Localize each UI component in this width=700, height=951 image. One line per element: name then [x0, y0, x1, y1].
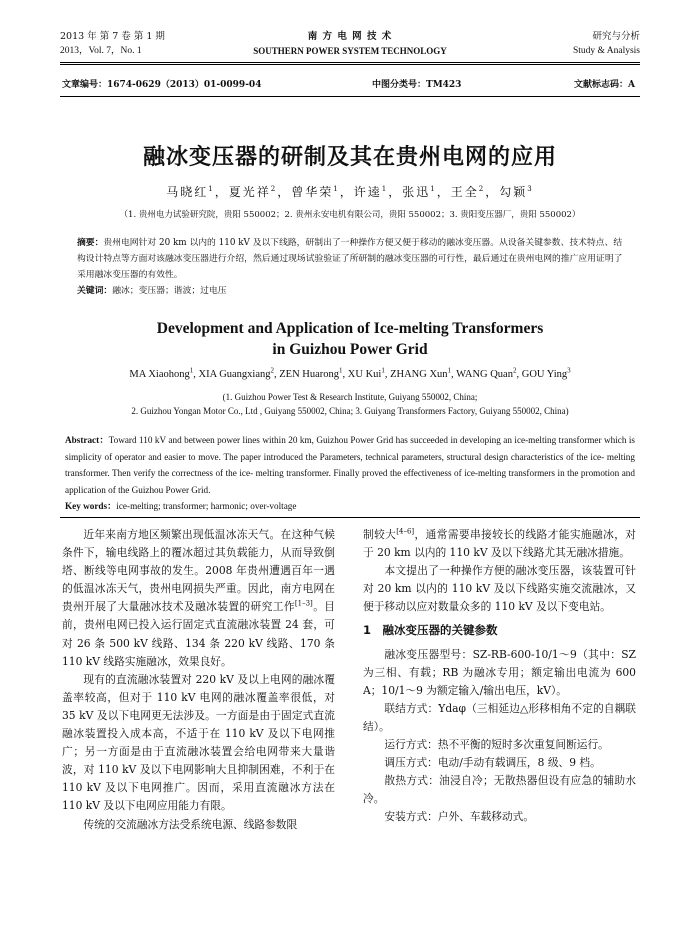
clc-number: 中图分类号：TM423 [372, 80, 462, 90]
author-name: MA Xiaohong [129, 369, 190, 380]
abstract-en-label: Abstract： [65, 435, 109, 445]
author-name: 马晓红 [166, 185, 209, 199]
author-name: 曾华荣 [291, 185, 334, 199]
author-affiliation-mark: 3 [567, 366, 571, 375]
abstract-cn [77, 235, 625, 299]
abstract-en [65, 432, 635, 515]
body-paragraph: 安装方式：户外、车载移动式。 [384, 810, 535, 824]
body-paragraph: 本文提出了一种操作方便的融冰变压器，该装置可针对 20 km 以内的 110 kV 及以下线路实施交流融冰，又便于移动以应对数量众多的 110 kV 及以下变电站。 [363, 564, 636, 614]
authors-en: MA Xiaohong$^1$, XIA Guangxiang$^2$, ZEN Huarong$^1$, XU Kui$^1$, ZHANG Xun$^1$, WANG Quan$^2$, GOU Ying$^3$ [129, 366, 571, 380]
body-paragraph: 运行方式：热不平衡的短时多次重复间断运行。 [384, 738, 609, 752]
body-left-column [62, 526, 335, 834]
title-en [0, 318, 700, 360]
author-affiliation-mark: 1 [381, 185, 389, 193]
body-paragraph: 传统的交流融冰方法受系统电源、线路参数限 [83, 817, 298, 831]
title-en-line1: Development and Application of Ice-melting Transformers [156, 320, 544, 337]
author-affiliation-mark: 1 [430, 185, 437, 193]
author-affiliation-mark: 1 [381, 366, 385, 375]
article-number: 文章编号：1674-0629（2013）01-0099-04 [62, 80, 262, 90]
author-affiliation-mark: 2 [270, 185, 278, 193]
abstract-en-text: Toward 110 kV and between power lines within 20 km, Guizhou Power Grid has succeeded in developing an ice-melting transformer which is simplicity of operator and easier to move. The paper introduced the Parameters, technical parameters, structural design characteristics of the ice- melting transformer. Then verify the correctness of the ice- melting transformer. Finally proved the effectiveness of ice-melting transformers in the promotion and application of the Guizhou Power Grid. [65, 435, 635, 495]
body-paragraph: 近年来南方地区频繁出现低温冰冻天气。在这种气候条件下，输电线路上的覆冰超过其负载能力，从而导致倒塔、断线等电网事故的发生。2008 年贵州遭遇百年一遇的低温冰冻天气，贵州电网损失严重。因此，南方电网在贵州开展了大量融冰技术及融冰装置的研究工作[1–3]。目前，贵州电网已投入运行固定式直流融冰装置 24 套，可对 26 条 500 kV 线路、134 条 220 kV 线路、170 条 110 kV 线路实施融冰，效果良好。 [62, 528, 335, 668]
meta-rule [60, 96, 640, 97]
body-paragraph: 现有的直流融冰装置对 220 kV 及以上电网的融冰覆盖率较高，但对于 110 kV 电网的融冰覆盖率很低，对 35 kV 及以下电网更无法涉及。一方面是由于固定式直流融冰装置投入成本高，不适于在 110 kV 及以下电网推广；另一方面是由于直流融冰装置会给电网带来大量谐波，对 110 kV 及以下电网影响大且抑制困难，不利于在 110 kV 及以下电网推广。因而，采用直流融冰方法在 110 kV 及以下电网应用能力有限。 [62, 672, 335, 813]
author-affiliation-mark: 2 [270, 366, 275, 375]
body-right-column [363, 526, 636, 827]
body-paragraph: 散热方式：油浸自冷；无散热器但设有应急的辅助水冷。 [363, 774, 636, 806]
author-affiliation-mark: 2 [478, 185, 486, 193]
body-paragraph: 制较大[4–6]，通常需要串接较长的线路才能实施融冰，对于 20 km 以内的 110 kV 及以下线路尤其无融冰措施。 [363, 527, 636, 560]
keywords-cn-label: 关键词： [77, 286, 113, 296]
title-cn: 融冰变压器的研制及其在贵州电网的应用 [142, 145, 557, 170]
header-category-cn: 研究与分析 [592, 31, 640, 42]
keywords-cn: 融冰；变压器；谐波；过电压 [112, 286, 227, 296]
citation: [4–6] [396, 527, 415, 536]
author-name: GOU Ying [521, 369, 568, 380]
author-affiliation-mark: 1 [447, 366, 452, 375]
header-rule [60, 62, 640, 63]
author-name: WANG Quan [456, 369, 513, 380]
authors-cn: 马晓红$^1$，夏光祥$^2$，曾华荣$^1$，许逵$^1$，张迅$^1$，王全$^2$，勾颖$^3$ [166, 185, 534, 199]
keywords-en: ice-melting; transformer; harmonic; over-voltage [116, 501, 297, 511]
abstract-rule [60, 517, 640, 518]
keywords-en-label: Key words： [65, 501, 117, 511]
section-heading: 1 融冰变压器的关键参数 [363, 623, 498, 638]
author-affiliation-mark: 3 [527, 185, 534, 193]
header-issue-en: 2013，Vol. 7，No. 1 [60, 46, 142, 56]
author-name: ZEN Huarong [279, 369, 340, 380]
abstract-cn-text: 贵州电网针对 20 km 以内的 110 kV 及以下线路，研制出了一种操作方便又便于移动的融冰变压器。从设备关键参数、技术特点、结构设计特点等方面对该融冰变压器进行介绍，然后通过现场试验验证了所研制的融冰变压器的可行性，最后通过在贵州电网的推广应用证明了采用融冰变压器的有效性。 [77, 238, 623, 280]
abstract-cn-label: 摘要： [77, 238, 104, 248]
author-name: 夏光祥 [228, 185, 271, 199]
header-issue-cn: 2013 年 第 7 卷 第 1 期 [60, 31, 165, 42]
author-name: ZHANG Xun [390, 369, 448, 380]
author-affiliation-mark: 1 [339, 366, 343, 375]
header-category-en: Study & Analysis [572, 46, 640, 56]
header-rule-2 [60, 64, 640, 65]
body-paragraph: 调压方式：电动/手动有载调压，8 级、9 档。 [384, 756, 601, 770]
author-affiliation-mark: 1 [333, 185, 340, 193]
author-affiliation-mark: 1 [189, 366, 194, 375]
affiliations-en [0, 390, 700, 418]
author-affiliation-mark: 2 [512, 366, 517, 375]
journal-name-en: SOUTHERN POWER SYSTEM TECHNOLOGY [253, 46, 447, 56]
author-name: 许逵 [353, 185, 382, 199]
author-name: 勾颖 [499, 185, 528, 199]
body-paragraph: 融冰变压器型号：SZ-RB-600-10/1～9（其中：SZ 为三相、有载；RB 为融冰专用；额定输出电流为 600 A；10/1～9 为额定输入/输出电压，kV）。 [363, 647, 636, 697]
affiliations-en-line2: 2. Guizhou Yongan Motor Co., Ltd , Guiyang 550002, China; 3. Guiyang Transformers Factory, Guiyang 550002, China) [131, 406, 569, 416]
journal-name-cn: 南 方 电 网 技 术 [307, 31, 393, 42]
author-name: 张迅 [402, 185, 431, 199]
citation: [1–3] [294, 599, 313, 608]
author-affiliation-mark: 1 [208, 185, 215, 193]
affiliations-en-line1: (1. Guizhou Power Test & Research Institute, Guiyang 550002, China; [222, 392, 478, 402]
affiliations-cn: （1. 贵州电力试验研究院，贵阳 550002；2. 贵州永安电机有限公司，贵阳 550002；3. 贵阳变压器厂，贵阳 550002） [119, 210, 581, 220]
body-paragraph: 联结方式：Ydaφ（三相延边△形移相角不定的自耦联结）。 [363, 701, 636, 733]
author-name: XU Kui [347, 369, 382, 380]
author-name: XIA Guangxiang [198, 369, 271, 380]
document-code: 文献标志码：A [574, 80, 635, 90]
author-name: 王全 [450, 185, 479, 199]
title-en-line2: in Guizhou Power Grid [272, 341, 428, 358]
